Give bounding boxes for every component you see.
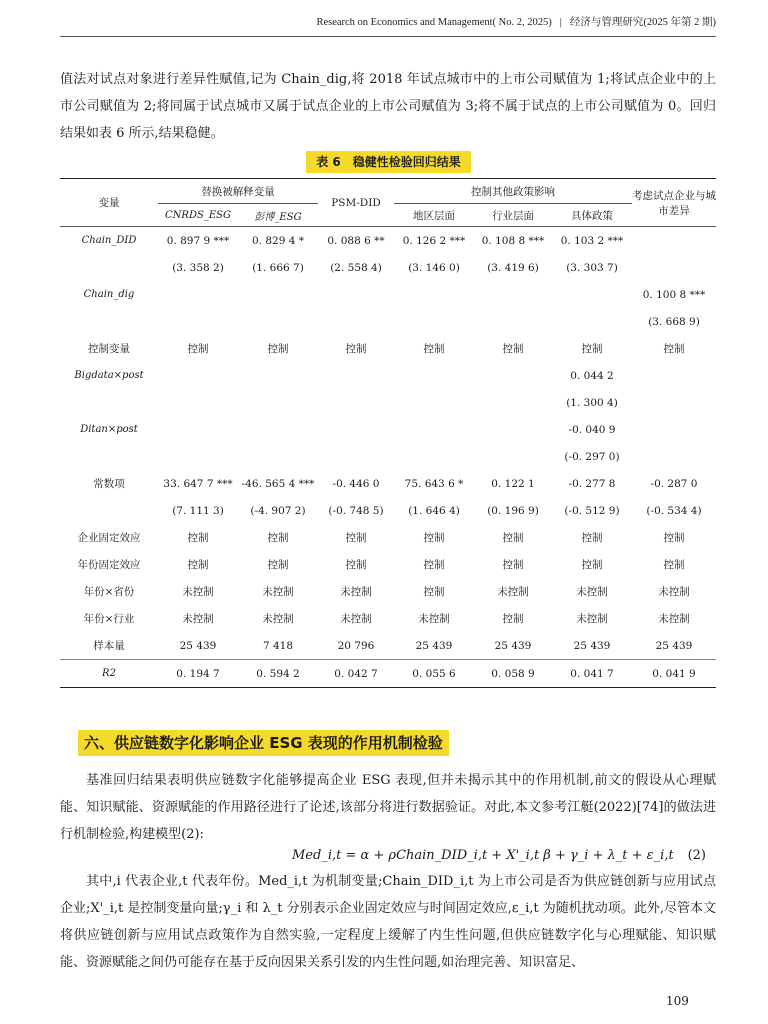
table-cell: 0. 088 6 **: [327, 234, 385, 247]
table-cell: 控制: [423, 343, 445, 355]
table-cell: 控制: [345, 532, 367, 544]
row-label: [60, 389, 158, 416]
table-cell: 控制: [267, 532, 289, 544]
table-cell: 0. 041 7: [552, 660, 632, 688]
table-cell: (0. 196 9): [487, 504, 539, 517]
table-cell: [632, 362, 716, 389]
table-cell: (1. 666 7): [252, 261, 304, 274]
table-cell: 0. 044 2: [570, 369, 614, 382]
table-cell: 未控制: [340, 586, 372, 598]
table-cell: [238, 281, 318, 308]
table-cell: [318, 443, 394, 470]
row-label: 年份×省份: [83, 586, 135, 598]
table-row: [60, 416, 716, 443]
table-cell: [474, 443, 552, 470]
table-cell: 控制: [581, 559, 603, 571]
table-cell: 未控制: [658, 586, 690, 598]
table-row: [60, 660, 716, 688]
table-row: [60, 632, 716, 660]
table-row: [60, 254, 716, 281]
table-cell: [474, 308, 552, 335]
row-label: R2: [60, 660, 158, 688]
row-label: [60, 308, 158, 335]
journal-name-en: Research on Economics and Management( No. 2, 2025): [316, 17, 552, 28]
table-cell: [394, 308, 474, 335]
table-row: [60, 335, 716, 362]
header-sub: 具体政策: [552, 204, 632, 227]
table-cell: 未控制: [418, 613, 450, 625]
equation-number: (2): [687, 848, 706, 863]
table-caption: 表 6 稳健性检验回归结果: [306, 151, 471, 173]
header-group-replace: 替换被解释变量: [158, 179, 318, 204]
table-cell: 控制: [663, 343, 685, 355]
table-cell: 20 796: [337, 639, 375, 652]
table-cell: [318, 308, 394, 335]
table-cell: 未控制: [658, 613, 690, 625]
table-cell: [394, 389, 474, 416]
table-cell: (-0. 297 0): [564, 450, 620, 463]
equation-formula: Med_i,t = α + ρChain_DID_i,t + X'_i,t β + γ_i + λ_t + ε_i,t: [292, 848, 674, 863]
header-variable: 变量: [60, 179, 158, 227]
table-body: [60, 227, 716, 688]
table-cell: 控制: [345, 343, 367, 355]
table-cell: 未控制: [340, 613, 372, 625]
table-cell: [632, 254, 716, 281]
row-label: Ditan×post: [80, 424, 138, 435]
table-cell: [394, 443, 474, 470]
table-cell: -0. 277 8: [568, 477, 616, 490]
table-row: [60, 578, 716, 605]
table-cell: [552, 281, 632, 308]
header-rule: [60, 36, 716, 37]
header-sub-text: 彭博_ESG: [254, 211, 302, 223]
row-label: Bigdata×post: [74, 370, 144, 381]
table-cell: [238, 308, 318, 335]
table-cell: 未控制: [497, 586, 529, 598]
table-cell: 控制: [502, 343, 524, 355]
row-label: [60, 254, 158, 281]
table-cell: 0. 122 1: [491, 477, 535, 490]
table-cell: [632, 443, 716, 470]
table-cell: 控制: [187, 532, 209, 544]
table-cell: -0. 287 0: [650, 477, 698, 490]
table-cell: (3. 358 2): [172, 261, 224, 274]
table-cell: (-0. 534 4): [646, 504, 702, 517]
table-cell: 0. 829 4 *: [251, 234, 304, 247]
table-cell: 0. 042 7: [318, 660, 394, 688]
header-sub: CNRDS_ESG: [158, 204, 238, 227]
table-cell: (3. 146 0): [408, 261, 460, 274]
table-cell: 0. 058 9: [474, 660, 552, 688]
table-cell: [318, 416, 394, 443]
header-sub: [238, 204, 318, 227]
table-cell: [474, 281, 552, 308]
table-cell: 控制: [502, 532, 524, 544]
table-cell: -46. 565 4 ***: [241, 477, 315, 490]
table-cell: 控制: [187, 343, 209, 355]
table-cell: 0. 103 2 ***: [560, 234, 624, 247]
table-cell: [632, 389, 716, 416]
row-label: Chain_DID: [81, 235, 137, 246]
table-cell: 25 439: [179, 639, 217, 652]
table-row: [60, 605, 716, 632]
table-cell: 0. 194 7: [158, 660, 238, 688]
table-cell: 控制: [502, 559, 524, 571]
table-cell: [238, 416, 318, 443]
table-cell: 控制: [423, 532, 445, 544]
table-cell: (-0. 512 9): [564, 504, 620, 517]
section-title: 六、供应链数字化影响企业 ESG 表现的作用机制检验: [78, 730, 449, 756]
table-cell: 0. 126 2 ***: [402, 234, 466, 247]
table-cell: [474, 362, 552, 389]
table-cell: (3. 668 9): [648, 315, 700, 328]
table-cell: (1. 300 4): [566, 396, 618, 409]
table-cell: -0. 040 9: [568, 423, 616, 436]
row-label: 控制变量: [88, 343, 130, 355]
row-label: 常数项: [93, 478, 125, 490]
table-cell: [474, 389, 552, 416]
header-psm: PSM-DID: [318, 179, 394, 227]
table-cell: 控制: [267, 559, 289, 571]
table-cell: 0. 041 9: [632, 660, 716, 688]
table-cell: 未控制: [262, 613, 294, 625]
table-cell: (3. 303 7): [566, 261, 618, 274]
table-row: [60, 227, 716, 255]
row-label: 样本量: [93, 640, 125, 652]
table-cell: 未控制: [576, 586, 608, 598]
equation: [60, 848, 716, 868]
row-label: Chain_dig: [83, 289, 135, 300]
table-cell: 未控制: [576, 613, 608, 625]
table-cell: [238, 443, 318, 470]
table-cell: 0. 897 9 ***: [166, 234, 230, 247]
journal-name-cn: 经济与管理研究(2025 年第 2 期): [569, 17, 716, 28]
table-cell: 控制: [502, 613, 524, 625]
table-cell: 控制: [581, 532, 603, 544]
row-label: 年份固定效应: [77, 559, 141, 571]
table-cell: 0. 100 8 ***: [642, 288, 706, 301]
table-row: [60, 389, 716, 416]
table-cell: 控制: [663, 559, 685, 571]
table-cell: 控制: [581, 343, 603, 355]
table-cell: 控制: [187, 559, 209, 571]
table-cell: 未控制: [182, 613, 214, 625]
table-cell: [318, 362, 394, 389]
header-group-control: 控制其他政策影响: [394, 179, 632, 204]
table-cell: [632, 416, 716, 443]
row-label: [60, 497, 158, 524]
table-cell: [394, 281, 474, 308]
table-cell: [632, 227, 716, 255]
table-cell: 控制: [267, 343, 289, 355]
table-cell: 25 439: [415, 639, 453, 652]
table-cell: 0. 055 6: [394, 660, 474, 688]
table-cell: [318, 281, 394, 308]
table-row: [60, 524, 716, 551]
table-cell: (-4. 907 2): [250, 504, 306, 517]
table-cell: (2. 558 4): [330, 261, 382, 274]
table-cell: [158, 389, 238, 416]
table-row: [60, 551, 716, 578]
table-cell: [158, 308, 238, 335]
table-cell: 25 439: [655, 639, 693, 652]
table-cell: 33. 647 7 ***: [163, 477, 233, 490]
table-cell: (7. 111 3): [172, 504, 224, 517]
row-label: 企业固定效应: [77, 532, 141, 544]
table-cell: 0. 108 8 ***: [481, 234, 545, 247]
table-cell: 0. 594 2: [238, 660, 318, 688]
table-cell: [318, 389, 394, 416]
table-cell: [238, 389, 318, 416]
header-sub: 行业层面: [474, 204, 552, 227]
table-cell: 控制: [423, 586, 445, 598]
table-cell: [552, 308, 632, 335]
table-cell: [238, 362, 318, 389]
table-row: [60, 308, 716, 335]
page-number: 109: [666, 994, 689, 1008]
running-header: [316, 14, 716, 29]
row-label: [60, 443, 158, 470]
table-cell: 未控制: [182, 586, 214, 598]
table-cell: [158, 362, 238, 389]
table-cell: 25 439: [573, 639, 611, 652]
table-cell: 75. 643 6 *: [404, 477, 464, 490]
header-separator: |: [559, 17, 562, 28]
header-consider: 考虑试点企业与城市差异: [632, 179, 716, 227]
table-cell: (-0. 748 5): [328, 504, 384, 517]
table-row: [60, 362, 716, 389]
table-cell: [158, 443, 238, 470]
table-cell: [394, 416, 474, 443]
table-cell: 25 439: [494, 639, 532, 652]
paragraph-definitions: 其中,i 代表企业,t 代表年份。Med_i,t 为机制变量;Chain_DID_i,t 为上市公司是否为供应链创新与应用试点企业;X'_i,t 是控制变量向量;γ_i 和 λ_t 分别表示企业固定效应与时间固定效应,ε_i,t 为随机扰动项。此外,尽管本文将供应链创新与应用试点政策作为自然实验,一定程度上缓解了内生性问题,但供应链数字化与心理赋能、知识赋能、资源赋能之间仍可能存在基于反向因果关系引发的内生性问题,如治理完善、知识富足、: [60, 874, 716, 970]
table-cell: (3. 419 6): [487, 261, 539, 274]
table-cell: 控制: [663, 532, 685, 544]
paragraph-mechanism: 基准回归结果表明供应链数字化能够提高企业 ESG 表现,但并未揭示其中的作用机制,前文的假设从心理赋能、知识赋能、资源赋能的作用路径进行了论述,该部分将进行数据验证。对此,本文参考江艇(2022)[74]的做法进行机制检验,构建模型(2):: [60, 773, 716, 842]
regression-table: [60, 178, 716, 688]
table-cell: [158, 416, 238, 443]
table-cell: [474, 416, 552, 443]
table-cell: 7 418: [262, 639, 294, 652]
table-cell: [158, 281, 238, 308]
table-row: [60, 281, 716, 308]
table-cell: 控制: [345, 559, 367, 571]
table-cell: (1. 646 4): [408, 504, 460, 517]
table-cell: 控制: [423, 559, 445, 571]
intro-paragraph: 值法对试点对象进行差异性赋值,记为 Chain_dig,将 2018 年试点城市中的上市公司赋值为 1;将试点企业中的上市公司赋值为 2;将同属于试点城市又属于试点企业的上市公司赋值为 3;将不属于试点的上市公司赋值为 0。回归结果如表 6 所示,结果稳健。: [60, 72, 716, 141]
table-cell: 未控制: [262, 586, 294, 598]
table-cell: [394, 362, 474, 389]
header-sub: 地区层面: [394, 204, 474, 227]
table-row: [60, 443, 716, 470]
table-row: [60, 470, 716, 497]
row-label: 年份×行业: [83, 613, 135, 625]
table-row: [60, 497, 716, 524]
table-cell: -0. 446 0: [332, 477, 380, 490]
